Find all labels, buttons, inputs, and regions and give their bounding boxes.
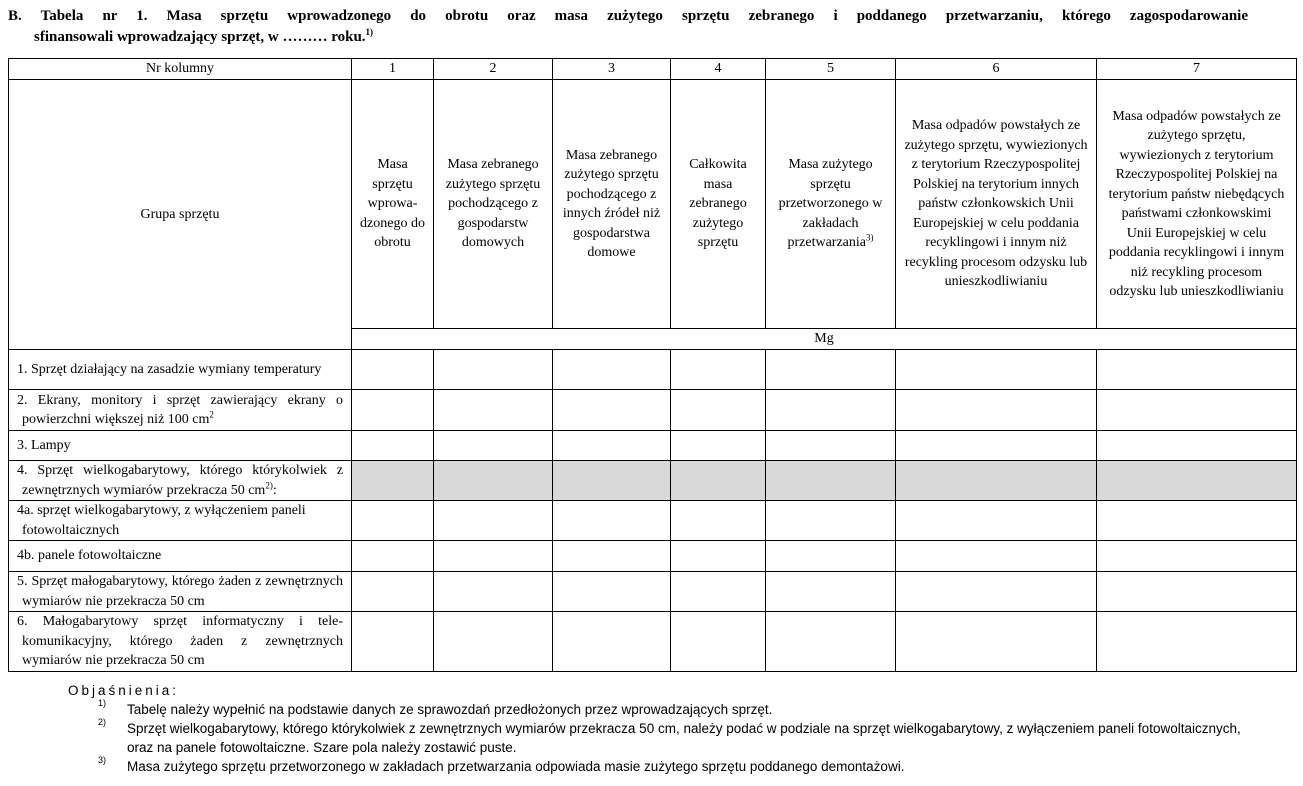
table-row [9, 541, 1297, 572]
explanations-heading: Objaśnienia: [68, 683, 180, 698]
data-cell[interactable] [352, 541, 434, 572]
row-label [9, 350, 352, 390]
row-label [9, 431, 352, 461]
header-col-5-footnote: 3) [866, 232, 874, 243]
data-cell[interactable] [352, 572, 434, 612]
row-label [9, 541, 352, 572]
column-number-3: 3 [553, 59, 671, 80]
header-col-1: Masa sprzętu wprowa-dzonego do obrotu [352, 80, 434, 329]
data-cell[interactable] [434, 350, 553, 390]
column-number-7: 7 [1097, 59, 1297, 80]
data-cell[interactable] [1097, 350, 1297, 390]
data-cell[interactable] [553, 431, 671, 461]
data-cell[interactable] [896, 612, 1097, 672]
data-cell[interactable] [671, 350, 766, 390]
data-cell[interactable] [434, 612, 553, 672]
data-cell[interactable] [671, 612, 766, 672]
explanation-item [60, 700, 1250, 719]
row-label [9, 612, 352, 672]
row-label-text: 4a. sprzęt wielkogabarytowy, z wyłączeniem paneli fotowoltaicznych [17, 503, 306, 538]
data-cell[interactable] [671, 541, 766, 572]
data-cell[interactable] [553, 390, 671, 431]
data-cell[interactable] [352, 350, 434, 390]
header-col-7: Masa odpadów powstałych ze zużytego sprzętu, wywiezionych z terytorium Rzeczypospolitej Polskiej na terytorium państw niebędących państwami członkowskimi Unii Europejskiej w celu poddania recyklingowi i innym niż recykling procesom odzysku lub unieszkodliwianiu [1097, 80, 1297, 329]
grey-cell [896, 461, 1097, 501]
data-cell[interactable] [766, 572, 896, 612]
table-row [9, 612, 1297, 672]
grey-cell [553, 461, 671, 501]
explanation-item [60, 757, 1250, 776]
grey-cell [1097, 461, 1297, 501]
data-cell[interactable] [553, 501, 671, 541]
row-label [9, 501, 352, 541]
column-number-row [9, 59, 1297, 80]
grey-cell [352, 461, 434, 501]
data-cell[interactable] [352, 431, 434, 461]
row-label-text: 4b. panele fotowoltaiczne [17, 548, 162, 564]
title-line-2-text: sfinansowali wprowadzający sprzęt, w ……… roku. [34, 29, 366, 45]
data-cell[interactable] [766, 501, 896, 541]
title-footnote-ref: 1) [365, 27, 374, 37]
row-label-tail: : [272, 482, 277, 498]
data-cell[interactable] [766, 612, 896, 672]
data-cell[interactable] [766, 390, 896, 431]
explanation-number: 2) [98, 717, 107, 727]
header-col-2: Masa zebranego zużytego sprzętu pochodzącego z gospodarstw domowych [434, 80, 553, 329]
data-cell[interactable] [553, 612, 671, 672]
data-cell[interactable] [896, 572, 1097, 612]
data-cell[interactable] [766, 431, 896, 461]
table-row [9, 390, 1297, 431]
data-cell[interactable] [352, 501, 434, 541]
data-cell[interactable] [896, 541, 1097, 572]
data-cell[interactable] [434, 431, 553, 461]
data-cell[interactable] [671, 390, 766, 431]
table-row [9, 572, 1297, 612]
data-cell[interactable] [1097, 390, 1297, 431]
explanation-number: 3) [98, 755, 107, 765]
data-cell[interactable] [671, 501, 766, 541]
header-col-5-text: Masa zużytego sprzętu przetworzonego w zakładach przetwarzania [778, 157, 883, 251]
column-number-5: 5 [766, 59, 896, 80]
column-number-1: 1 [352, 59, 434, 80]
data-cell[interactable] [352, 390, 434, 431]
row-label-text: 5. Sprzęt małogabarytowy, którego żaden z zewnętrznych wymiarów nie przekracza 50 cm [17, 574, 343, 609]
grey-cell [434, 461, 553, 501]
title-line-1: B. Tabela nr 1. Masa sprzętu wprowadzonego do obrotu oraz masa zużytego sprzętu zebranego i poddanego przetwarzaniu, którego zagospodarowanie [8, 8, 1248, 24]
header-col-5 [766, 80, 896, 329]
data-cell[interactable] [671, 431, 766, 461]
group-header: Grupa sprzętu [9, 80, 352, 350]
data-cell[interactable] [434, 541, 553, 572]
row-label [9, 461, 352, 501]
data-cell[interactable] [896, 350, 1097, 390]
row-label-wrap [17, 461, 343, 500]
data-cell[interactable] [1097, 501, 1297, 541]
data-cell[interactable] [766, 541, 896, 572]
row-label-text: 3. Lampy [17, 437, 71, 453]
data-cell[interactable] [1097, 541, 1297, 572]
data-cell[interactable] [766, 350, 896, 390]
data-cell[interactable] [553, 541, 671, 572]
row-label-text: 1. Sprzęt działający na zasadzie wymiany temperatury [17, 361, 322, 377]
explanation-text: Sprzęt wielkogabarytowy, którego którykolwiek z zewnętrznych wymiarów przekracza 50 cm, należy podać w podziale na sprzęt wielkogabarytowy, z wyłączeniem paneli fotowoltaicznych, oraz na panele fotowoltaiczne. Szare pola należy zostawić puste. [127, 721, 1241, 755]
row-label-text: 6. Małogabarytowy sprzęt informatyczny i tele-komunikacyjny, którego żaden z zewnętrznych wymiarów nie przekracza 50 cm [17, 614, 343, 669]
data-cell[interactable] [553, 350, 671, 390]
row-label-wrap [17, 391, 343, 430]
table-row [9, 501, 1297, 541]
header-col-3: Masa zebranego zużytego sprzętu pochodzącego z innych źródeł niż gospodarstwa domowe [553, 80, 671, 329]
row-label-text: 4. Sprzęt wielkogabarytowy, którego którykolwiek z zewnętrznych wymiarów przekracza 50 cm [17, 463, 343, 498]
unit-label: Mg [352, 329, 1297, 350]
data-cell[interactable] [1097, 572, 1297, 612]
header-col-4: Całkowita masa zebranego zużytego sprzętu [671, 80, 766, 329]
title-line-2 [8, 27, 1248, 48]
table-row [9, 431, 1297, 461]
row-footnote: 2) [265, 479, 273, 490]
column-number-2: 2 [434, 59, 553, 80]
data-cell[interactable] [896, 501, 1097, 541]
column-number-label: Nr kolumny [9, 59, 352, 80]
column-number-6: 6 [896, 59, 1097, 80]
equipment-mass-table [8, 58, 1297, 672]
grey-cell [671, 461, 766, 501]
data-cell[interactable] [434, 501, 553, 541]
header-row [9, 80, 1297, 329]
row-label [9, 390, 352, 431]
table-row [9, 350, 1297, 390]
data-cell[interactable] [1097, 612, 1297, 672]
explanation-text: Masa zużytego sprzętu przetworzonego w zakładach przetwarzania odpowiada masie zużytego sprzętu poddanego demontażowi. [127, 759, 905, 774]
data-cell[interactable] [434, 572, 553, 612]
column-number-4: 4 [671, 59, 766, 80]
data-cell[interactable] [896, 431, 1097, 461]
row-footnote: 2 [209, 409, 214, 420]
data-cell[interactable] [553, 572, 671, 612]
table-row-grey [9, 461, 1297, 501]
header-col-6: Masa odpadów powstałych ze zużytego sprzętu, wywiezionych z terytorium Rzeczypospolitej Polskiej na terytorium innych państw członkowskich Unii Europejskiej w celu poddania recyklingowi i innym niż recykling procesom odzysku lub unieszkodliwianiu [896, 80, 1097, 329]
data-cell[interactable] [352, 612, 434, 672]
data-cell[interactable] [434, 390, 553, 431]
explanation-item [60, 719, 1250, 757]
grey-cell [766, 461, 896, 501]
explanation-text: Tabelę należy wypełnić na podstawie danych ze sprawozdań przedłożonych przez wprowadzających sprzęt. [127, 702, 773, 717]
explanations [60, 681, 1250, 776]
data-cell[interactable] [671, 572, 766, 612]
data-cell[interactable] [896, 390, 1097, 431]
table-title [8, 6, 1248, 48]
data-cell[interactable] [1097, 431, 1297, 461]
explanation-number: 1) [98, 698, 107, 708]
row-label [9, 572, 352, 612]
row-label-text: 2. Ekrany, monitory i sprzęt zawierający ekrany o powierzchni większej niż 100 cm [17, 392, 343, 427]
